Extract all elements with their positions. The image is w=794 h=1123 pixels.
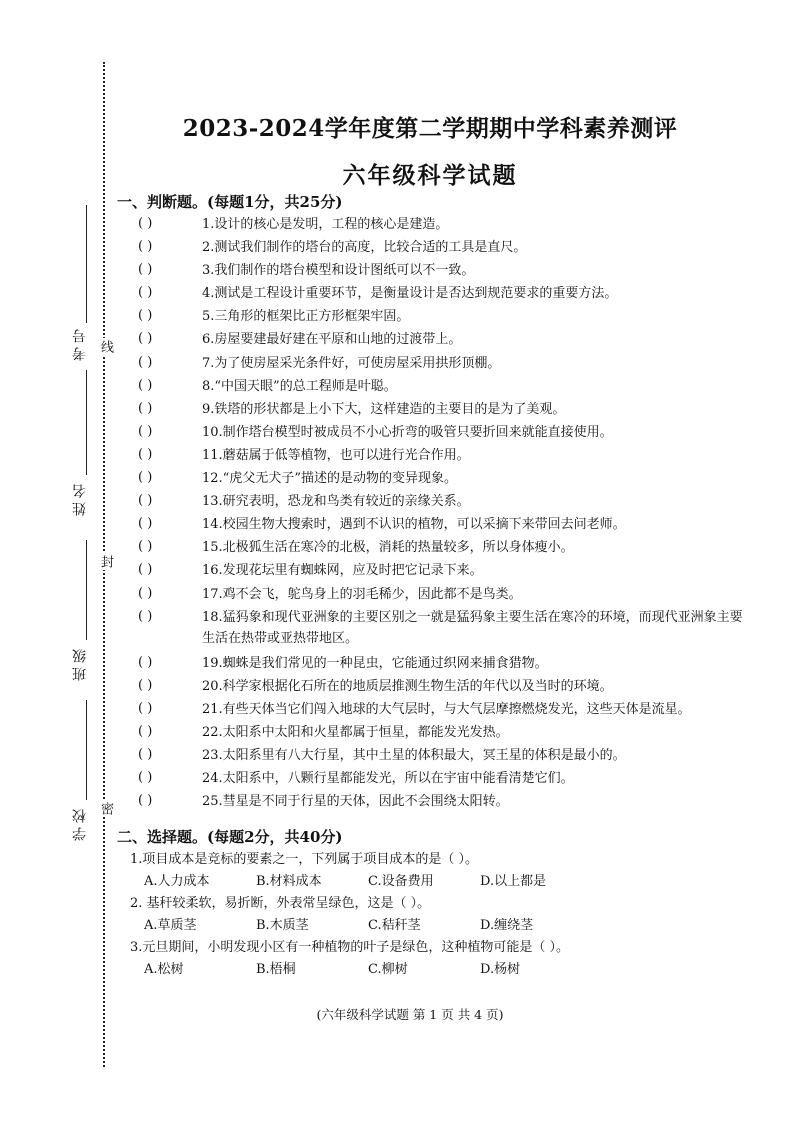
- mc-question-stem: 3.元旦期间，小明发现小区有一种植物的叶子是绿色，这种植物可能是（ ）。: [130, 940, 570, 955]
- true-false-list: [138, 214, 758, 814]
- tf-item-text: 5.三角形的框架比正方形框架牢固。: [202, 309, 410, 325]
- tf-item-text: 23.太阳系里有八大行星，其中土星的体积最大，冥王星的体积是最小的。: [202, 748, 626, 764]
- exam-title: 2023-2024学年度第二学期期中学科素养测评: [182, 115, 678, 142]
- tf-item: [138, 514, 758, 534]
- answer-paren[interactable]: ( ): [138, 700, 153, 716]
- answer-paren[interactable]: ( ): [138, 493, 153, 509]
- school-blank: [86, 700, 87, 800]
- tf-item: [138, 560, 758, 580]
- tf-item: [138, 237, 758, 257]
- tf-item-text: 7.为了使房屋采光条件好，可使房屋采用拱形顶棚。: [202, 355, 501, 371]
- tf-item: [138, 537, 758, 557]
- answer-paren[interactable]: ( ): [138, 793, 153, 809]
- mc-option[interactable]: B.梧桐: [256, 962, 296, 977]
- mc-question-stem: 1.项目成本是竞标的要素之一，下列属于项目成本的是（ ）。: [130, 852, 479, 867]
- answer-paren[interactable]: ( ): [138, 539, 153, 555]
- mc-option[interactable]: C.秸秆茎: [368, 918, 421, 933]
- mc-option[interactable]: C.柳树: [368, 962, 408, 977]
- answer-paren[interactable]: ( ): [138, 723, 153, 739]
- answer-paren[interactable]: ( ): [138, 562, 153, 578]
- mc-options: [130, 871, 730, 893]
- answer-paren[interactable]: ( ): [138, 608, 153, 624]
- tf-item: [138, 376, 758, 396]
- tf-item-text: 25.彗星是不同于行星的天体，因此不会围绕太阳转。: [202, 794, 509, 810]
- tf-item: [138, 653, 758, 673]
- tf-item: [138, 699, 758, 719]
- section1-heading: 一、判断题。(每题1分，共25分): [117, 193, 343, 211]
- answer-paren[interactable]: ( ): [138, 654, 153, 670]
- page-footer: (六年级科学试题 第 1 页 共 4 页): [316, 1007, 504, 1022]
- answer-paren[interactable]: ( ): [138, 239, 153, 255]
- mc-options: [130, 915, 730, 937]
- tf-item: [138, 791, 758, 811]
- mc-option[interactable]: C.设备费用: [368, 874, 434, 889]
- answer-paren[interactable]: ( ): [138, 516, 153, 532]
- tf-item: [138, 745, 758, 765]
- tf-item-text: 9.铁塔的形状都是上小下大，这样建造的主要目的是为了美观。: [202, 401, 566, 417]
- mc-question-stem: 2. 基秆较柔软，易折断，外表常呈绿色，这是（ ）。: [130, 896, 431, 911]
- tf-item: [138, 422, 758, 442]
- tf-item: [138, 214, 758, 234]
- mc-options: [130, 959, 730, 981]
- answer-paren[interactable]: ( ): [138, 770, 153, 786]
- answer-paren[interactable]: ( ): [138, 400, 153, 416]
- tf-item: [138, 607, 758, 650]
- tf-item-text: 4.测试是工程设计重要环节，是衡量设计是否达到规范要求的重要方法。: [202, 286, 618, 302]
- mc-option[interactable]: B.材料成本: [256, 874, 322, 889]
- mc-option[interactable]: D.缠绕茎: [480, 918, 534, 933]
- tf-item: [138, 584, 758, 604]
- answer-paren[interactable]: ( ): [138, 747, 153, 763]
- tf-item-text: 17.鸡不会飞，鸵鸟身上的羽毛稀少，因此都不是鸟类。: [202, 586, 522, 602]
- school-label: 学校: [72, 805, 88, 841]
- tf-item-text: 16.发现花坛里有蜘蛛网，应及时把它记录下来。: [202, 563, 483, 579]
- tf-item: [138, 676, 758, 696]
- tf-item-text: 14.校园生物大搜索时，遇到不认识的植物，可以采摘下来带回去问老师。: [202, 517, 626, 533]
- tf-item-text: 6.房屋要建最好建在平原和山地的过渡带上。: [202, 332, 462, 348]
- tf-item-text: 20.科学家根据化石所在的地质层推测生物生活的年代以及当时的环境。: [202, 678, 613, 694]
- seal-char-seal: 封: [98, 555, 113, 568]
- tf-item-text: 19.蜘蛛是我们常见的一种昆虫，它能通过织网来捕食猎物。: [202, 655, 548, 671]
- class-label: 班级: [72, 645, 88, 681]
- section2-heading: 二、选择题。(每题2分，共40分): [117, 828, 343, 846]
- tf-item-text: 21.有些天体当它们闯入地球的大气层时，与大气层摩擦燃烧发光，这些天体是流星。: [202, 701, 691, 717]
- tf-item: [138, 306, 758, 326]
- mc-option[interactable]: B.木质茎: [256, 918, 309, 933]
- mc-option[interactable]: A.松树: [144, 962, 184, 977]
- tf-item: [138, 491, 758, 511]
- class-blank: [86, 540, 87, 640]
- tf-item: [138, 468, 758, 488]
- multiple-choice-list: [130, 849, 730, 981]
- answer-paren[interactable]: ( ): [138, 331, 153, 347]
- mc-option[interactable]: A.草质茎: [144, 918, 197, 933]
- tf-item-text: 8.“中国天眼”的总工程师是叶聪。: [202, 378, 397, 394]
- answer-paren[interactable]: ( ): [138, 216, 153, 231]
- seal-char-secret: 密: [98, 802, 113, 815]
- answer-paren[interactable]: ( ): [138, 585, 153, 601]
- tf-item-text: 24.太阳系中，八颗行星都能发光，所以在宇宙中能看清楚它们。: [202, 771, 574, 787]
- name-blank: [86, 370, 87, 475]
- name-label: 姓名: [72, 480, 88, 516]
- exam-number-blank: [86, 205, 87, 323]
- mc-option[interactable]: D.以上都是: [480, 874, 547, 889]
- answer-paren[interactable]: ( ): [138, 446, 153, 462]
- tf-item-text: 18.猛犸象和现代亚洲象的主要区别之一就是猛犸象主要生活在寒冷的环境，而现代亚洲象主要生活在热带或亚热带地区。: [202, 609, 743, 646]
- tf-item: [138, 399, 758, 419]
- tf-item: [138, 283, 758, 303]
- tf-item-text: 15.北极狐生活在寒冷的北极，消耗的热量较多，所以身体瘦小。: [202, 540, 574, 556]
- tf-item-text: 22.太阳系中太阳和火星都属于恒星，都能发光发热。: [202, 724, 509, 740]
- tf-item-text: 1.设计的核心是发明，工程的核心是建造。: [202, 217, 449, 232]
- tf-item: [138, 329, 758, 349]
- exam-subtitle: 六年级科学试题: [342, 162, 518, 189]
- mc-option[interactable]: D.杨树: [480, 962, 521, 977]
- tf-item-text: 12.“虎父无犬子”描述的是动物的变异现象。: [202, 471, 457, 487]
- answer-paren[interactable]: ( ): [138, 423, 153, 439]
- answer-paren[interactable]: ( ): [138, 377, 153, 393]
- answer-paren[interactable]: ( ): [138, 677, 153, 693]
- seal-char-line: 线: [98, 340, 113, 353]
- tf-item: [138, 260, 758, 280]
- answer-paren[interactable]: ( ): [138, 470, 153, 486]
- tf-item-text: 2.测试我们制作的塔台的高度，比较合适的工具是直尺。: [202, 240, 527, 256]
- answer-paren[interactable]: ( ): [138, 354, 153, 370]
- tf-item: [138, 722, 758, 742]
- answer-paren[interactable]: ( ): [138, 308, 153, 324]
- tf-item: [138, 768, 758, 788]
- answer-paren[interactable]: ( ): [138, 262, 153, 278]
- tf-item-text: 10.制作塔台模型时被成员不小心折弯的吸管只要折回来就能直接使用。: [202, 424, 613, 440]
- exam-number-label: 考号: [72, 325, 88, 361]
- mc-option[interactable]: A.人力成本: [144, 874, 210, 889]
- tf-item-text: 3.我们制作的塔台模型和设计图纸可以不一致。: [202, 263, 475, 279]
- answer-paren[interactable]: ( ): [138, 285, 153, 301]
- tf-item: [138, 445, 758, 465]
- tf-item-text: 11.蘑菇属于低等植物，也可以进行光合作用。: [202, 447, 470, 463]
- tf-item-text: 13.研究表明，恐龙和鸟类有较近的亲缘关系。: [202, 494, 470, 510]
- tf-item: [138, 353, 758, 373]
